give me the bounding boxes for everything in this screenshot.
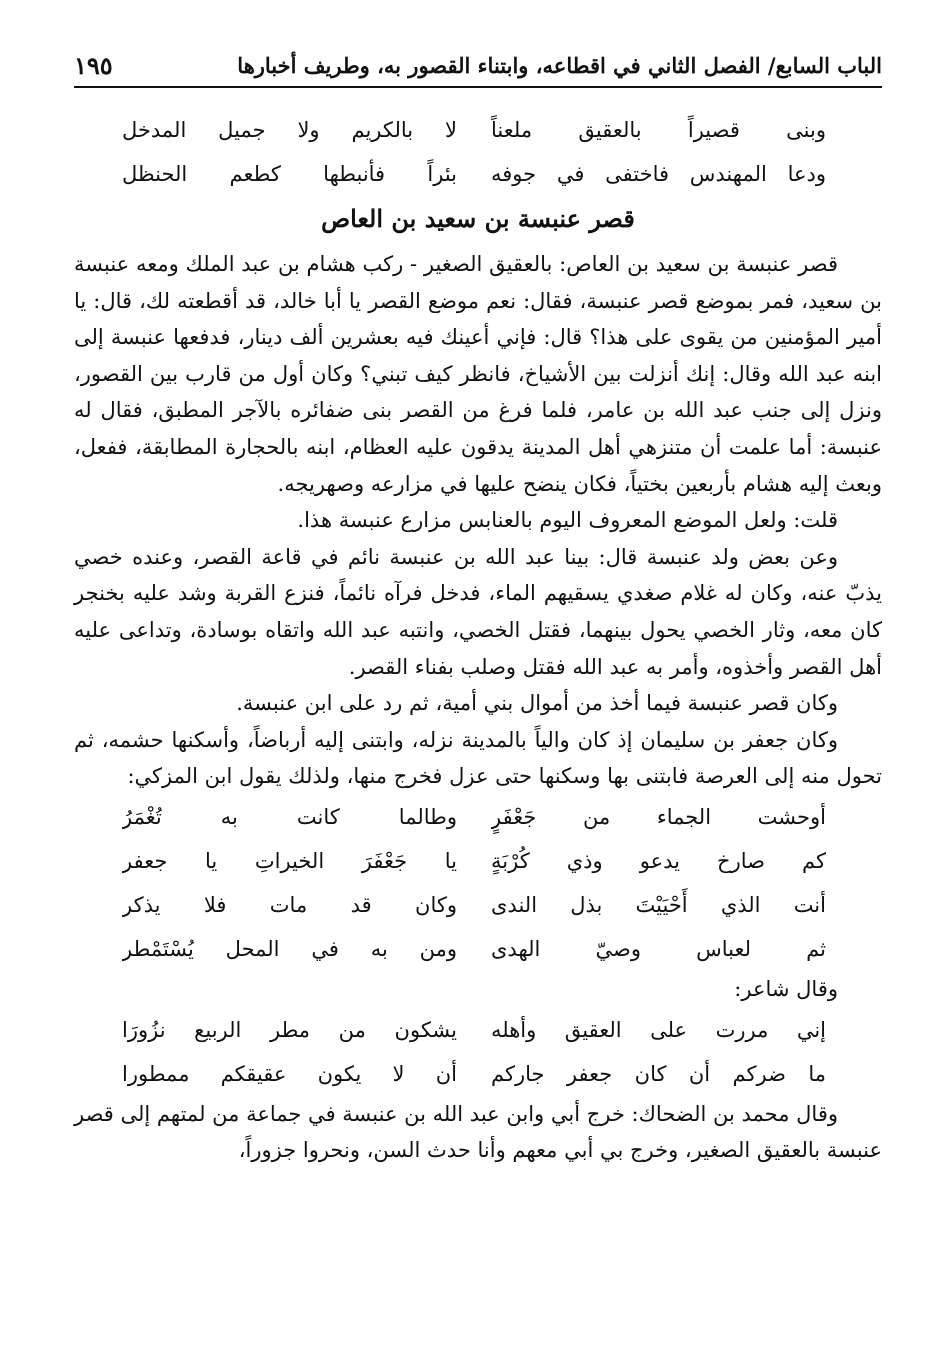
verse-second-hemistich: يا جَعْفَرَ الخيراتِ يا جعفر	[122, 848, 457, 873]
verse-line	[74, 927, 882, 971]
verse-second-hemistich: ومن به في المحل يُسْتَمْطر	[122, 936, 457, 961]
paragraph: وكان جعفر بن سليمان إذ كان والياً بالمدينة نزله، وابتنى إليه أرباضاً، وأسكنها حشمه، ثم تحول منه إلى العرصة فابتنى بها وسكنها حتى عزل فخرج منها، ولذلك يقول ابن المزكي:	[74, 727, 882, 789]
verse-second-hemistich: لا بالكريم ولا جميل المدخل	[122, 118, 457, 142]
verse-line	[74, 795, 882, 839]
verse-first-hemistich: أوحشت الجماء من جَعْفَرٍ	[491, 804, 826, 829]
section-heading: قصر عنبسة بن سعيد بن العاص	[321, 204, 635, 233]
paragraph: وكان قصر عنبسة فيما أخذ من أموال بني أمية، ثم رد على ابن عنبسة.	[236, 691, 838, 716]
verse-second-hemistich: وطالما كانت به تُغْمَرُ	[122, 804, 457, 829]
paragraph: قصر عنبسة بن سعيد بن العاص: بالعقيق الصغير - ركب هشام بن عبد الملك ومعه عنبسة بن سعيد، فمر بموضع قصر عنبسة، فقال: نعم موضع القصر يا أبا خالد، قد أقطعته لك، قال: يا أمير المؤمنين من يقوى على هذا؟ قال: فإني أعينك فيه بعشرين ألف دينار، فدفعها عنبسة إلى ابنه عبد الله وقال: إنك أنزلت بين الأشياخ، فانظر كيف تبني؟ وكان أول من قارب بين القصور، ونزل إلى جنب عبد الله بن عامر، فلما فرغ من القصر بنى ضفائره بالآجر المطبق، فقال له عنبسة: أما علمت أن متنزهي أهل المدينة يدقون عليه العظام، ابنه بالحجارة المطابقة، ففعل، وبعث إليه هشام بأربعين بختياً، فكان ينضح عليها في مزارعه وصهريجه.	[74, 252, 882, 496]
verse-line	[74, 883, 882, 927]
verse-second-hemistich: يشكون من مطر الربيع نزُورَا	[122, 1017, 457, 1042]
verse-second-hemistich: وكان قد مات فلا يذكر	[122, 892, 457, 917]
verse-first-hemistich: كم صارخ يدعو وذي كُرْبَةٍ	[491, 848, 826, 873]
verse-line	[74, 152, 882, 196]
verse-first-hemistich: ثم لعباس وصيّ الهدى	[491, 936, 826, 961]
verse-line	[74, 108, 882, 152]
poet-intro: وقال شاعر:	[734, 976, 838, 1001]
paragraph: وعن بعض ولد عنبسة قال: بينا عبد الله بن عنبسة نائم في قاعة القصر، وعنده خصي يذبّ عنه، وكان له غلام صغدي يسقيهم الماء، فدخل فرآه نائماً، فنزع القربة وشد عليه بخنجر كان معه، وثار الخصي يحول بينهما، فقتل الخصي، وانتبه عبد الله واتقاه بوسادة، وتداعى عليه أهل القصر وأخذوه، وأمر به عبد الله فقتل وصلب بفناء القصر.	[74, 544, 882, 679]
paragraph: قلت: ولعل الموضع المعروف اليوم بالعنابس مزارع عنبسة هذا.	[297, 508, 838, 533]
verse-line	[74, 1008, 882, 1052]
verse-first-hemistich: إني مررت على العقيق وأهله	[491, 1017, 826, 1042]
verse-line	[74, 1052, 882, 1096]
verse-line	[74, 839, 882, 883]
verse-first-hemistich: أنت الذي أَحْيَيْتَ بذل الندى	[491, 892, 826, 917]
verse-second-hemistich: أن لا يكون عقيقكم ممطورا	[122, 1061, 457, 1086]
page-number: ١٩٥	[74, 51, 113, 80]
page-body	[74, 108, 882, 1169]
verse-first-hemistich: ما ضركم أن كان جعفر جاركم	[491, 1061, 826, 1086]
header-divider	[74, 86, 882, 88]
paragraph: وقال محمد بن الضحاك: خرج أبي وابن عبد الله بن عنبسة في جماعة من لمتهم إلى قصر عنبسة بالعقيق الصغير، وخرج بي أبي معهم وأنا حدث السن، ونحروا جزوراً،	[74, 1101, 882, 1163]
verse-second-hemistich: بئراً فأنبطها كطعم الحنظل	[122, 162, 457, 186]
page-header	[74, 42, 882, 84]
verse-first-hemistich: ودعا المهندس فاختفى في جوفه	[491, 162, 826, 186]
verse-first-hemistich: وبنى قصيراً بالعقيق ملعناً	[491, 118, 826, 142]
running-title: الباب السابع/ الفصل الثاني في اقطاعه، وابتناء القصور به، وطريف أخبارها	[237, 53, 882, 78]
